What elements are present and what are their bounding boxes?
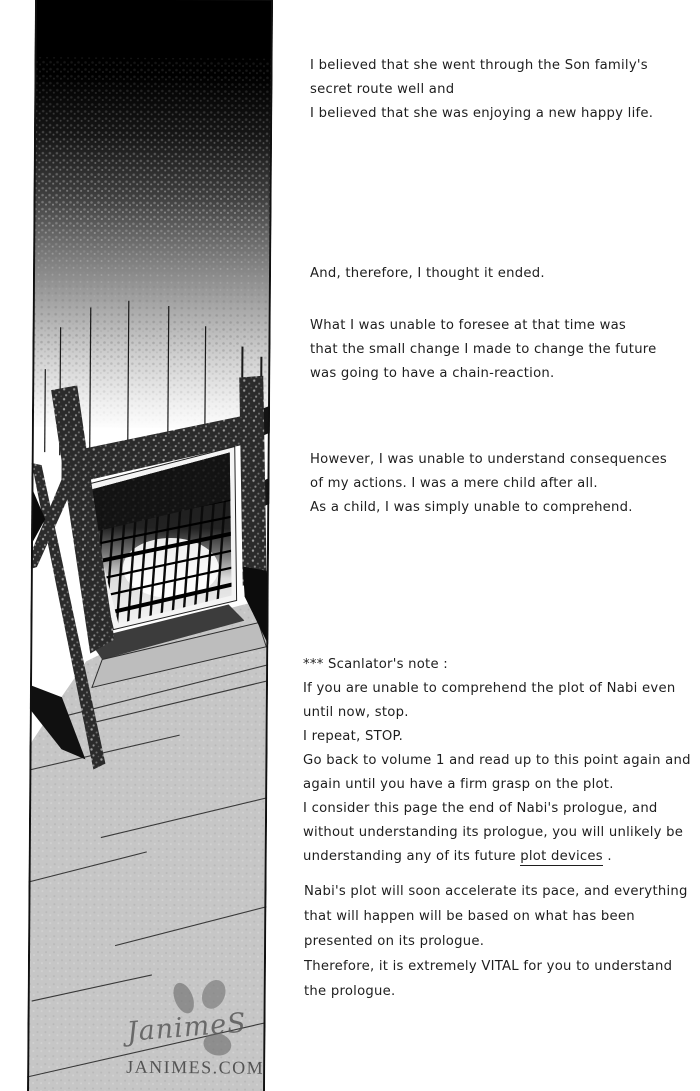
narration-line: was going to have a chain-reaction.	[310, 366, 555, 381]
narration-block-2	[310, 262, 545, 286]
narration-line: As a child, I was simply unable to comprehend.	[310, 500, 633, 515]
note-line: again until you have a firm grasp on the plot.	[303, 777, 614, 792]
note-line: Go back to volume 1 and read up to this point again and	[303, 753, 691, 768]
narration-line: secret route well and	[310, 82, 455, 97]
manga-panel	[27, 0, 273, 1091]
note-line: without understanding its prologue, you will unlikely be	[303, 825, 684, 840]
note-line: presented on its prologue.	[304, 934, 485, 949]
watermark-script-text: JanimeS	[125, 1007, 248, 1048]
narration-block-1	[310, 54, 653, 126]
note-line: *** Scanlator's note :	[303, 657, 448, 672]
narration-line: I believed that she was enjoying a new happy life.	[310, 106, 654, 121]
right-post	[238, 376, 269, 586]
narration-line: I believed that she went through the Son family's	[310, 58, 648, 73]
narration-line: However, I was unable to understand consequences	[310, 452, 667, 467]
note-line-prefix: understanding any of its future	[303, 849, 521, 864]
note-underlined-phrase: plot devices	[520, 849, 603, 864]
note-line: Nabi's plot will soon accelerate its pace, and everything	[304, 884, 688, 899]
watermark-site-text: JANIMES.COM	[126, 1056, 265, 1078]
note-line: that will happen will be based on what has been	[304, 909, 635, 924]
narration-line: that the small change I made to change the future	[310, 342, 657, 357]
note-line: If you are unable to comprehend the plot of Nabi even	[303, 681, 676, 696]
narration-line: of my actions. I was a mere child after all.	[310, 476, 598, 491]
note-line: the prologue.	[304, 984, 396, 999]
halftone-gradient-sky	[32, 0, 273, 429]
note-line-with-underline	[303, 845, 691, 869]
scanlator-note-2	[304, 879, 688, 1004]
note-line: I repeat, STOP.	[303, 729, 404, 744]
scanlator-note	[303, 653, 691, 869]
note-line: until now, stop.	[303, 705, 409, 720]
note-line: Therefore, it is extremely VITAL for you to understand	[304, 959, 673, 974]
narration-block-4	[310, 448, 667, 520]
note-line-suffix: .	[602, 849, 612, 864]
note-line: I consider this page the end of Nabi's prologue, and	[303, 801, 658, 816]
narration-block-3	[310, 314, 657, 386]
narration-line: And, therefore, I thought it ended.	[310, 266, 545, 281]
narration-line: What I was unable to foresee at that time was	[310, 318, 627, 333]
